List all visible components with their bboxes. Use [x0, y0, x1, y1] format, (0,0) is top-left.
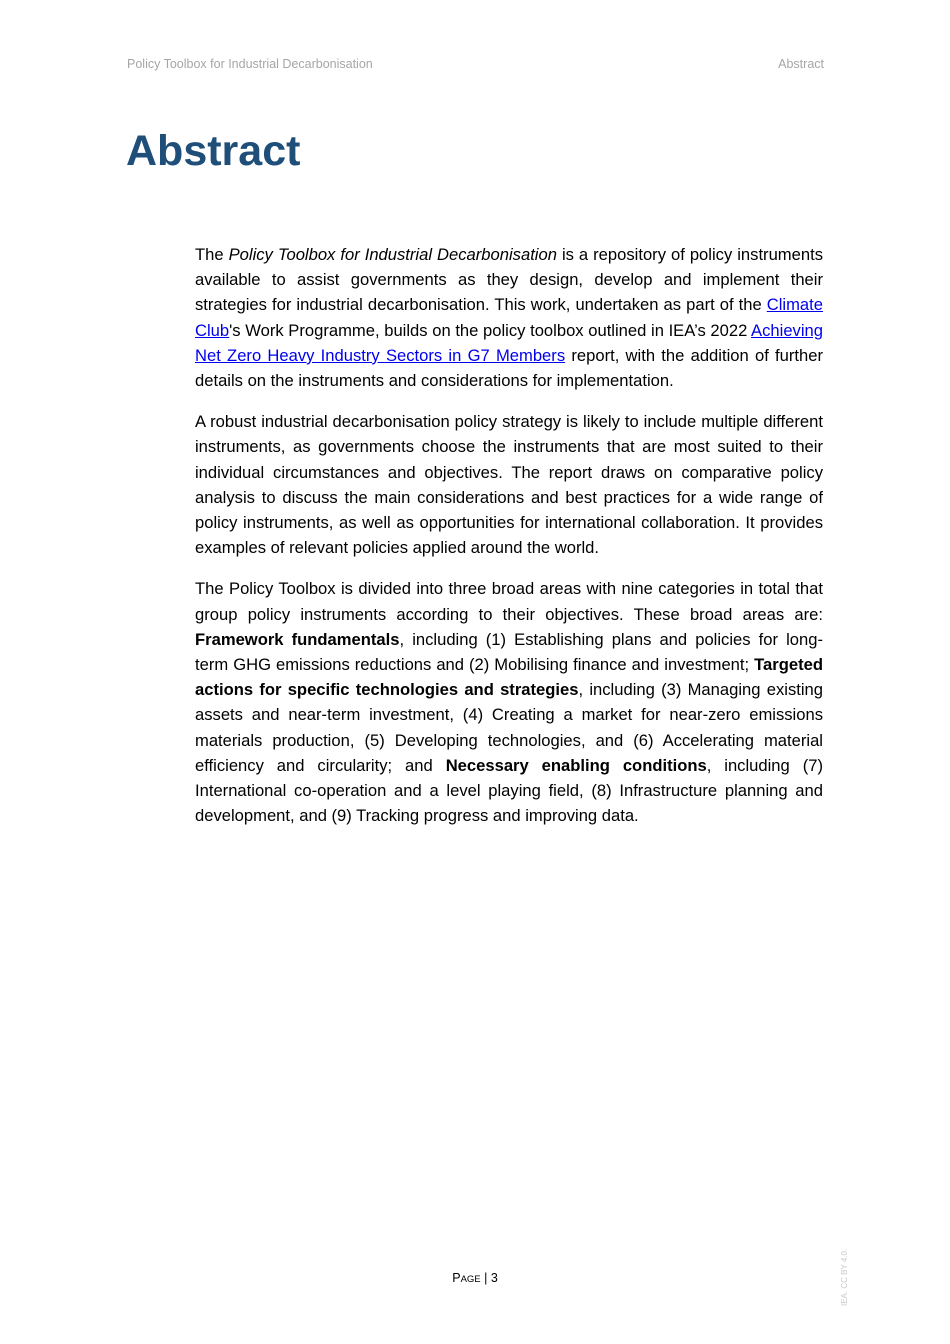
paragraph-2: A robust industrial decarbonisation policy strategy is likely to include multiple different instruments, as governments choose the instruments that are most suited to their individual circumstances and objectives. The report draws on comparative policy analysis to discuss the main considerations and best practices for a wide range of policy instruments, as well as opportunities for international collaboration. It provides examples of relevant policies applied around the world. [195, 412, 823, 558]
p3-bold-targeted: Targeted actions for specific technologies and strategies [195, 655, 823, 700]
paragraph-3 [195, 576, 823, 828]
p1-text-1: The [195, 245, 229, 264]
license-notice: IEA. CC BY 4.0. [840, 1248, 849, 1306]
p3-text-1: The Policy Toolbox is divided into three broad areas with nine categories in total that group policy instruments according to their objectives. These broad areas are: [195, 579, 823, 624]
header-document-title: Policy Toolbox for Industrial Decarbonisation [127, 57, 373, 71]
page-separator: | [480, 1271, 491, 1285]
header-section-title: Abstract [778, 57, 824, 71]
p1-italic-title: Policy Toolbox for Industrial Decarbonisation [228, 245, 557, 264]
g7-report-link[interactable]: Achieving Net Zero Heavy Industry Sectors in G7 Members [195, 320, 823, 365]
p1-text-2: is a repository of policy instruments available to assist governments as they design, develop and implement their strategies for industrial decarbonisation. This work, undertaken as part of the [195, 245, 823, 315]
page-number: 3 [490, 1271, 498, 1285]
page-label-rest: AGE [460, 1274, 481, 1285]
paragraph-1 [195, 242, 823, 393]
p3-bold-enabling: Necessary enabling conditions [445, 755, 707, 775]
p3-text-4: , including (7) International co-operation and a level playing field, (8) Infrastructure planning and development, and (9) Tracking progress and improving data. [195, 755, 823, 826]
p3-text-2: , including (1) Establishing plans and policies for long-term GHG emissions reductions and (2) Mobilising finance and investment; [195, 629, 823, 675]
abstract-body [195, 242, 823, 844]
page-footer [0, 1271, 950, 1285]
page-title: Abstract [126, 127, 301, 175]
p1-text-4: report, with the addition of further details on the instruments and considerations for implementation. [195, 345, 823, 391]
page-label-initial: P [452, 1271, 461, 1285]
p1-text-3: 's Work Programme, builds on the policy toolbox outlined in IEA’s 2022 [229, 320, 752, 340]
p3-text-3: , including (3) Managing existing assets and near-term investment, (4) Creating a market for near-zero emissions materials production, (5) Developing technologies, and (6) Accelerating material efficiency and circularity; and [195, 680, 823, 775]
climate-club-link[interactable]: Climate Club [195, 295, 823, 340]
p3-bold-framework: Framework fundamentals [195, 629, 400, 649]
